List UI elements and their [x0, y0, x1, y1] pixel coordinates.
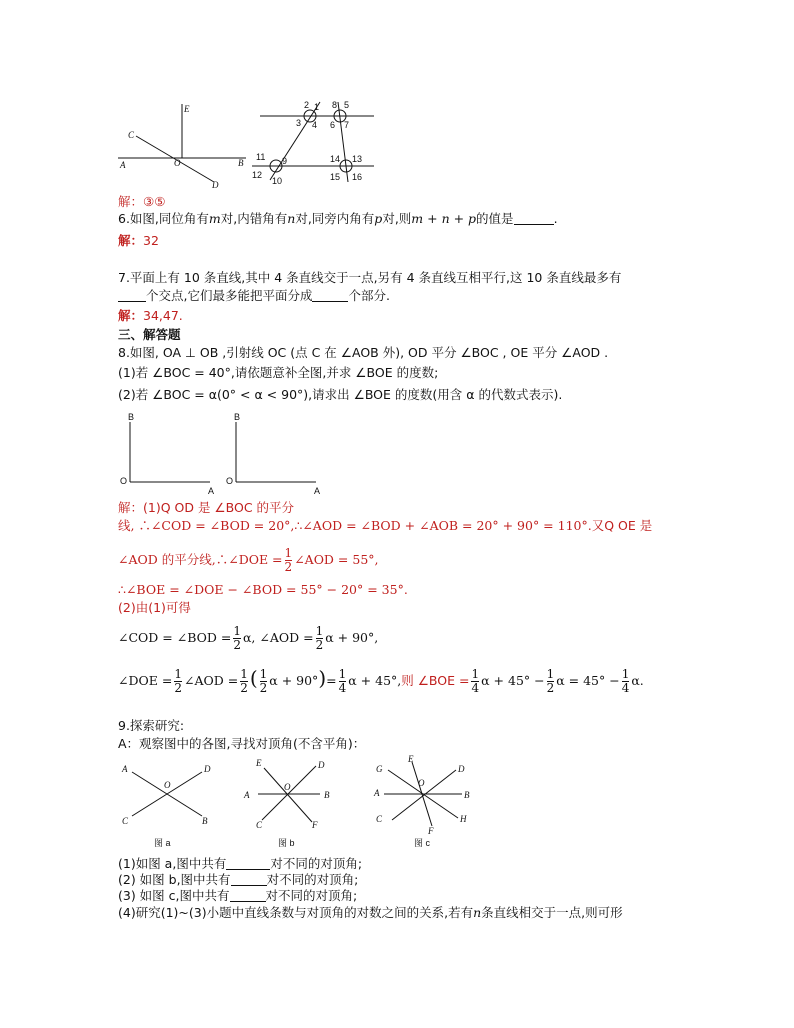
fraction-half: $\frac{1}{2}$ [259, 667, 268, 695]
fig-label: D [212, 180, 219, 190]
answer-8-text: = [326, 673, 337, 688]
q9-text: (3) 如图 c,图中共有 [118, 888, 230, 903]
answer-8-line3 [118, 542, 379, 578]
fig-caption: 图 a [154, 838, 171, 848]
question-8-line2: (1)若 ∠BOC = 40°,请依题意补全图,并求 ∠BOE 的度数; [118, 365, 439, 380]
fraction-half: $\frac{1}{2}$ [315, 624, 324, 652]
fig-label: O [164, 780, 171, 790]
answer-8-text: α, ∠AOD = [242, 630, 314, 645]
fig-label: B [202, 816, 208, 826]
q9-text: 条直线相交于一点,则可形 [481, 905, 623, 920]
q9-text: 对不同的对顶角; [270, 856, 363, 871]
answer-blank[interactable] [231, 873, 267, 886]
expression: m + n + p [411, 211, 477, 226]
figure-intersecting-lines [118, 100, 258, 192]
figure-c [370, 756, 480, 850]
fig-label: 2 [304, 100, 310, 110]
fig-label: 4 [312, 120, 318, 130]
paren: ( [249, 666, 258, 690]
var-n: n [287, 211, 296, 226]
answer-8-text: α. [631, 673, 644, 688]
fig-label: 16 [352, 172, 363, 182]
answer-7 [118, 308, 183, 324]
fig-label: C [122, 816, 129, 826]
fig-label: D [458, 764, 465, 774]
answer-8-text: α = 45° − [556, 673, 620, 688]
question-9-1 [118, 856, 362, 872]
fig-label: O [120, 476, 128, 486]
fig-label: B [464, 790, 470, 800]
fig-label: 3 [296, 118, 302, 128]
figure-right-angle-2 [224, 414, 324, 496]
fig-label: 10 [272, 176, 283, 186]
figure-b [238, 756, 338, 850]
answer-8-text: α + 90°, [325, 630, 379, 645]
question-6 [118, 211, 558, 227]
answer-8-line7 [118, 660, 644, 699]
var-n: n [473, 905, 482, 920]
figure-transversals [252, 98, 382, 190]
answer-blank[interactable] [312, 289, 348, 302]
answer-8-text: ∴∠BOE = ∠DOE − ∠BOD = 55° − 20° = 35°. [118, 582, 408, 597]
fig-label: C [128, 130, 135, 140]
answer-8-line2 [118, 518, 652, 534]
answer-6 [118, 233, 159, 249]
section-heading: 三、解答题 [118, 327, 181, 342]
answer-8-text: 线, ∴∠COD = ∠BOD = 20°,∴∠AOD = ∠BOD + ∠AOB = 20° + 90° = 110°. [118, 518, 592, 533]
q9-text: (4)研究(1)~(3)小题中直线条数与对顶角的对数之间的关系,若有 [118, 905, 474, 920]
fraction-half: $\frac{1}{2}$ [546, 667, 555, 695]
q9-text: 对不同的对顶角; [266, 872, 359, 887]
answer-8-text: 又Q OE 是 [591, 518, 653, 533]
fig-label: 14 [330, 154, 341, 164]
answer-blank[interactable] [230, 889, 266, 902]
answer-blank[interactable] [118, 289, 146, 302]
fig-label: O [284, 782, 291, 792]
fig-label: E [408, 754, 414, 764]
fig-label: 13 [352, 154, 363, 164]
answer-blank[interactable] [226, 857, 270, 870]
question-8-line1: 8.如图, OA ⊥ OB ,引射线 OC (点 C 在 ∠AOB 外), OD 平分 ∠BOC , OE 平分 ∠AOD . [118, 345, 609, 360]
q9-text: (2) 如图 b,图中共有 [118, 872, 231, 887]
fig-label: 5 [344, 100, 350, 110]
fraction-half: $\frac{1}{2}$ [284, 546, 293, 574]
answer-5: 解：③⑤ [118, 194, 166, 209]
fraction-half: $\frac{1}{2}$ [174, 667, 182, 695]
q9-text: 对不同的对顶角; [265, 888, 358, 903]
fig-label: 7 [344, 120, 350, 130]
fig-label: E [184, 104, 190, 114]
fig-label: B [128, 412, 135, 422]
fraction-quarter: $\frac{1}{4}$ [471, 667, 480, 695]
question-7-line1: 7.平面上有 10 条直线,其中 4 条直线交于一点,另有 4 条直线互相平行,这 10 条直线最多有 [118, 270, 622, 285]
fig-label: F [428, 826, 434, 836]
fig-label: O [418, 778, 425, 788]
answer-8-line4 [118, 582, 408, 598]
fig-label: D [204, 764, 211, 774]
answer-value: 32 [143, 233, 159, 248]
answer-label: 解： [118, 233, 144, 248]
answer-8-line5: (2)由(1)可得 [118, 600, 191, 615]
question-8-line3: (2)若 ∠BOC = α(0° < α < 90°),请求出 ∠BOE 的度数(用含 α 的代数式表示). [118, 387, 563, 402]
fig-label: B [234, 412, 241, 422]
q6-text: . [553, 211, 558, 226]
q7-text: 个交点,它们最多能把平面分成 [146, 288, 313, 303]
question-9-sub: A：观察图中的各图,寻找对顶角(不含平角)： [118, 736, 366, 751]
answer-8-line6 [118, 620, 378, 656]
answer-value: 34,47. [143, 308, 183, 323]
fraction-half: $\frac{1}{2}$ [240, 667, 248, 695]
fig-label: C [376, 814, 383, 824]
q6-text: 对,同旁内角有 [295, 211, 375, 226]
answer-8-text: α + 45°, [348, 673, 402, 688]
fig-label: A [122, 764, 128, 774]
question-9-2 [118, 872, 358, 888]
fig-caption: 图 c [414, 838, 431, 848]
fig-label: A [120, 160, 126, 170]
var-p: p [374, 211, 383, 226]
fig-label: A [374, 788, 380, 798]
answer-blank[interactable] [514, 212, 554, 225]
answer-8-text: α + 90° [269, 673, 319, 688]
q6-text: 6.如图,同位角有 [118, 211, 209, 226]
answer-8-text: ∠DOE = [118, 673, 173, 688]
fig-label: 8 [332, 100, 338, 110]
answer-label: 解： [118, 308, 144, 323]
fig-label: C [256, 820, 263, 830]
q6-text: 的值是 [476, 211, 514, 226]
fig-label: 9 [282, 156, 288, 166]
answer-8-text: ∠COD = ∠BOD = [118, 630, 232, 645]
question-9-title: 9.探索研究: [118, 718, 185, 733]
figure-right-angle-1 [118, 414, 218, 496]
fig-label: F [312, 820, 318, 830]
fig-label: 12 [252, 170, 263, 180]
fraction-quarter: $\frac{1}{4}$ [621, 667, 630, 695]
fig-label: 6 [330, 120, 336, 130]
q7-text: 个部分. [348, 288, 390, 303]
fig-label: 1 [314, 102, 320, 112]
q6-text: 对,则 [382, 211, 412, 226]
q9-text: (1)如图 a,图中共有 [118, 856, 227, 871]
fig-label: D [318, 760, 325, 770]
answer-8-text: 则 ∠BOE = [401, 673, 470, 688]
fraction-half: $\frac{1}{2}$ [233, 624, 241, 652]
fig-label: O [174, 158, 181, 168]
fig-label: A [314, 486, 321, 496]
question-9-3 [118, 888, 357, 904]
fig-label: A [208, 486, 215, 496]
question-9-4 [118, 905, 623, 921]
fig-label: 15 [330, 172, 341, 182]
fig-label: B [324, 790, 330, 800]
q6-text: 对,内错角有 [220, 211, 288, 226]
fig-label: H [460, 814, 467, 824]
fig-label: B [238, 158, 244, 168]
fig-label: A [244, 790, 250, 800]
answer-8-text: ∠AOD = 55°, [294, 552, 379, 567]
fig-label: G [376, 764, 383, 774]
fig-label: E [256, 758, 262, 768]
figure-a [118, 758, 218, 850]
fig-label: 11 [256, 152, 266, 162]
fraction-quarter: $\frac{1}{4}$ [338, 667, 347, 695]
answer-8-text: α + 45° − [481, 673, 545, 688]
var-m: m [208, 211, 221, 226]
answer-8-text: ∠AOD 的平分线,∴∠DOE = [118, 552, 283, 567]
question-7-line2 [118, 288, 390, 304]
fig-caption: 图 b [278, 838, 295, 848]
answer-8-text: ∠AOD = [183, 673, 239, 688]
answer-8-line1: 解：(1)Q OD 是 ∠BOC 的平分 [118, 500, 295, 515]
paren: ) [318, 666, 327, 690]
fig-label: O [226, 476, 234, 486]
